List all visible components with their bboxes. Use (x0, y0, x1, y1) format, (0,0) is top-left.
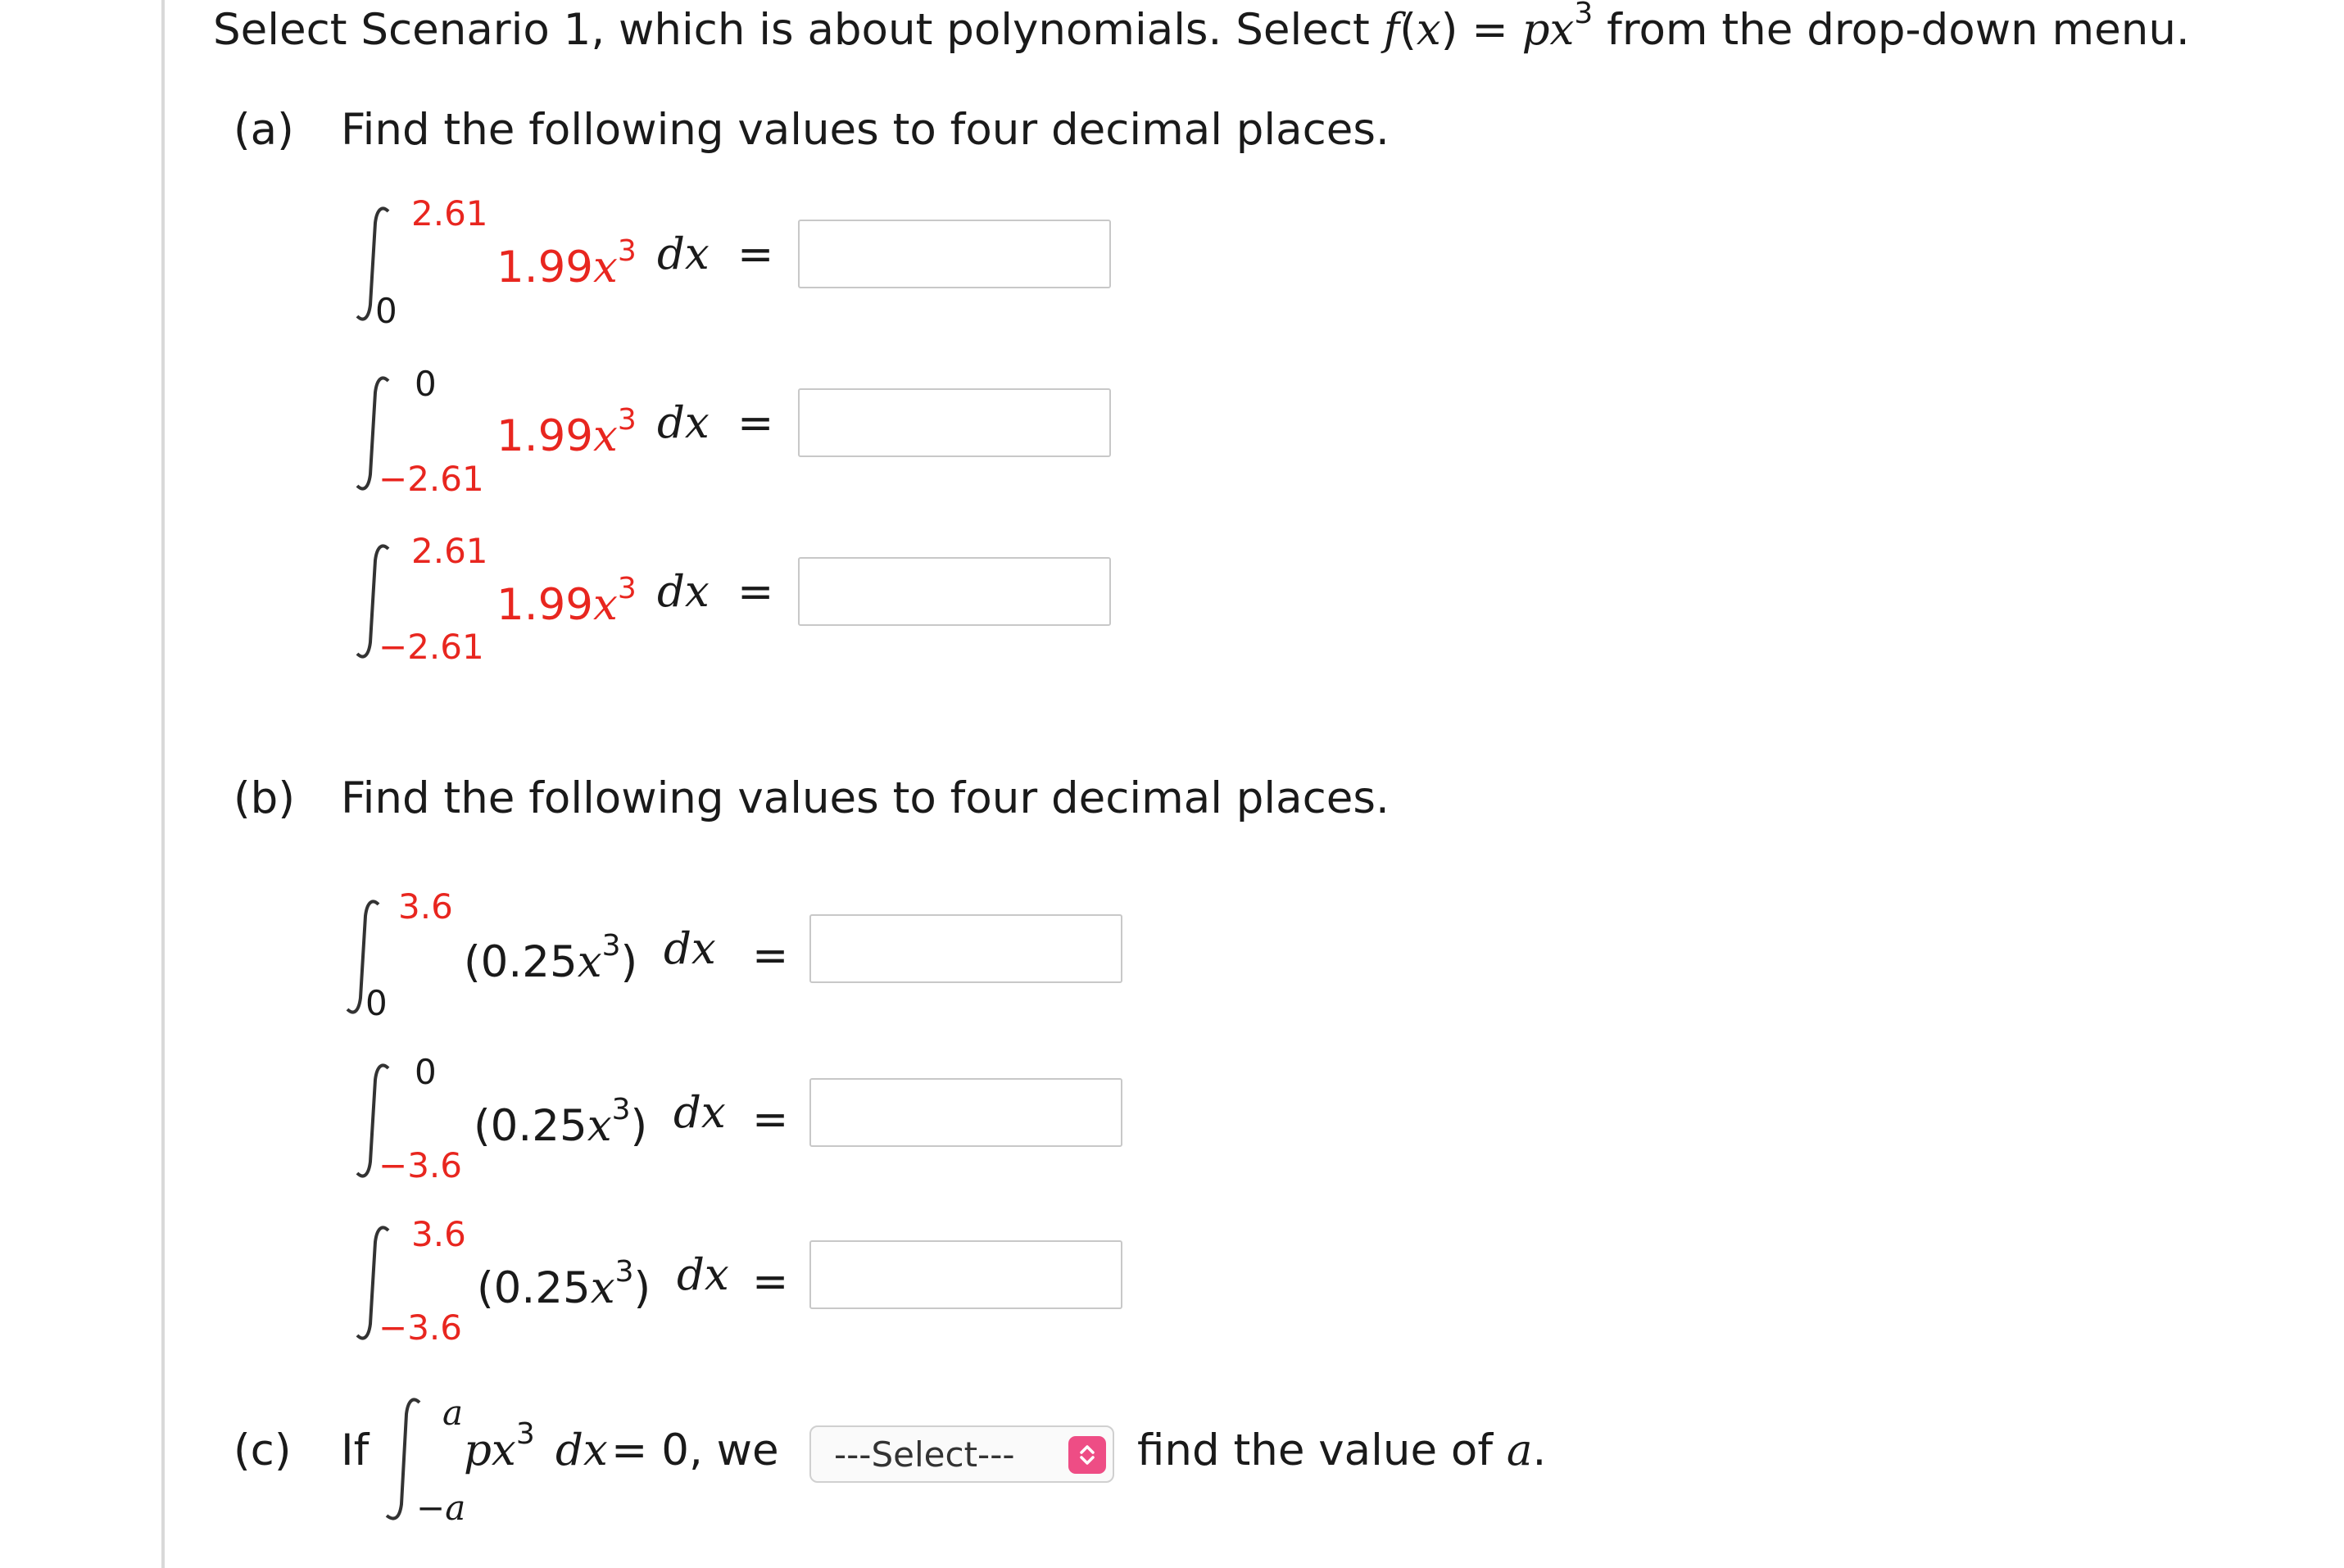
b1-lower-bound: 0 (365, 983, 388, 1023)
b3-upper-bound: 3.6 (411, 1214, 466, 1254)
part-c-trailing-text (1137, 1425, 1546, 1475)
b1-dx: dx (664, 924, 716, 974)
c-after-text: find the value of (1137, 1425, 1507, 1475)
a1-coef: 1.99 (496, 242, 594, 292)
b2-open: (0.25 (474, 1101, 587, 1151)
chevron-up-down-icon (1068, 1436, 1106, 1474)
part-a-instruction: Find the following values to four decimal places. (341, 105, 1390, 155)
c-integrand (464, 1417, 535, 1475)
b3-open: (0.25 (477, 1263, 591, 1313)
b2-lower-bound: −3.6 (379, 1145, 462, 1185)
method-select-value: ---Select--- (834, 1434, 1015, 1475)
b2-exponent: 3 (611, 1093, 631, 1126)
b2-close: ) (630, 1101, 648, 1151)
a1-dx: dx (657, 229, 710, 279)
b3-integrand (477, 1255, 651, 1313)
a2-lower-bound: −2.61 (379, 459, 484, 499)
c-lower-bound: −a (416, 1488, 466, 1528)
a1-exponent: 3 (617, 234, 637, 268)
a2-exponent: 3 (617, 403, 637, 437)
method-select[interactable] (809, 1425, 1114, 1483)
part-c-label: (c) (233, 1425, 292, 1475)
intro-prompt (213, 0, 2190, 55)
left-margin-rule (161, 0, 165, 1568)
a3-integrand (496, 572, 637, 630)
a3-dx: dx (657, 567, 710, 617)
b3-lower-bound: −3.6 (379, 1307, 462, 1348)
b2-equals: = (752, 1094, 789, 1144)
c-exponent: 3 (515, 1417, 535, 1451)
a3-equals: = (737, 567, 774, 617)
c-px: px (464, 1425, 516, 1475)
a1-answer-input[interactable] (798, 220, 1111, 288)
part-b-label: (b) (233, 773, 295, 823)
intro-px: px (1521, 5, 1575, 55)
a1-integrand (496, 234, 637, 292)
b3-exponent: 3 (614, 1255, 634, 1289)
c-dx: dx (555, 1425, 608, 1475)
b1-equals: = (752, 931, 789, 981)
b3-close: ) (633, 1263, 651, 1313)
b1-integrand (464, 929, 638, 987)
a2-var: x (593, 411, 618, 461)
a3-answer-input[interactable] (798, 557, 1111, 626)
intro-func: f (1383, 5, 1400, 55)
b1-var: x (577, 937, 602, 987)
a1-var: x (593, 242, 618, 292)
intro-var: x (1416, 5, 1441, 55)
b2-integrand (474, 1093, 648, 1151)
b1-open: (0.25 (464, 937, 578, 987)
b1-exponent: 3 (601, 929, 621, 963)
a2-integrand (496, 403, 637, 461)
part-a-label: (a) (233, 105, 294, 155)
b2-answer-input[interactable] (809, 1078, 1122, 1147)
a2-answer-input[interactable] (798, 388, 1111, 457)
a3-lower-bound: −2.61 (379, 627, 484, 667)
part-c-if: If (341, 1425, 370, 1475)
b3-var: x (590, 1263, 615, 1313)
b3-dx: dx (677, 1250, 729, 1300)
a2-coef: 1.99 (496, 411, 594, 461)
a3-upper-bound: 2.61 (411, 531, 488, 571)
intro-paren-close: ) (1440, 5, 1458, 55)
a3-coef: 1.99 (496, 580, 594, 630)
c-upper-bound: a (442, 1393, 464, 1433)
b1-close: ) (620, 937, 638, 987)
a1-lower-bound: 0 (375, 291, 397, 331)
b1-answer-input[interactable] (809, 914, 1122, 983)
b3-answer-input[interactable] (809, 1240, 1122, 1309)
a1-equals: = (737, 229, 774, 279)
part-b-instruction: Find the following values to four decimal places. (341, 773, 1390, 823)
a3-exponent: 3 (617, 572, 637, 605)
intro-equals: = (1458, 5, 1522, 55)
a1-upper-bound: 2.61 (411, 193, 488, 233)
c-variable-a: a (1506, 1425, 1533, 1475)
c-period: . (1532, 1425, 1547, 1475)
a2-equals: = (737, 398, 774, 448)
intro-exponent: 3 (1574, 0, 1594, 30)
intro-text-after: from the drop-down menu. (1593, 5, 2190, 55)
b3-equals: = (752, 1257, 789, 1307)
a2-upper-bound: 0 (415, 364, 437, 404)
b2-dx: dx (673, 1088, 726, 1138)
a2-dx: dx (657, 398, 710, 448)
intro-paren-open: ( (1399, 5, 1417, 55)
a3-var: x (593, 580, 618, 630)
b2-var: x (587, 1101, 612, 1151)
b2-upper-bound: 0 (415, 1052, 437, 1092)
c-equals-zero: = 0, we (611, 1425, 779, 1475)
intro-text: Select Scenario 1, which is about polynomials. Select (213, 5, 1384, 55)
b1-upper-bound: 3.6 (398, 886, 453, 927)
